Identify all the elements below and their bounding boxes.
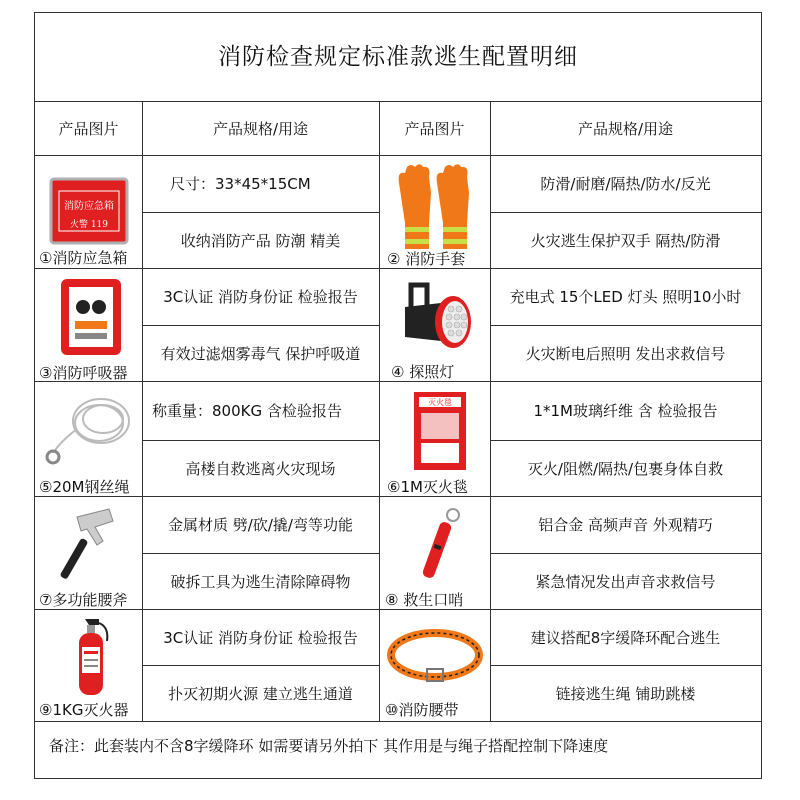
emergency-box-label: 消防应急箱: [64, 201, 114, 212]
respirator-image: [59, 277, 123, 361]
whistle-image: [415, 507, 465, 591]
rope-image: [41, 391, 133, 475]
caption-emergency-box: ①消防应急箱: [39, 249, 128, 267]
spec-emergency-box-1: 尺寸：33*45*15CM: [170, 175, 311, 193]
spec-axe-2: 破拆工具为逃生清除障碍物: [170, 572, 351, 591]
caption-safety-belt: ⑩消防腰带: [385, 701, 459, 719]
caption-gloves: ② 消防手套: [387, 250, 466, 268]
fire-blanket-label: 灭火毯: [428, 398, 452, 407]
caption-searchlight: ④ 探照灯: [391, 363, 455, 381]
gloves-image: [391, 163, 477, 255]
spec-extinguisher-1: 3C认证 消防身份证 检验报告: [163, 628, 358, 647]
spec-respirator-1: 3C认证 消防身份证 检验报告: [163, 288, 358, 306]
spec-gloves-1: 防滑/耐磨/隔热/防水/反光: [540, 175, 711, 193]
emergency-box-tel: 火警 119: [69, 220, 109, 230]
header-right-image: 产品图片: [404, 119, 465, 138]
footnote: 备注：此套装内不含8字缓降环 如需要请另外拍下 其作用是与绳子搭配控制下降速度: [49, 737, 609, 755]
caption-respirator: ③消防呼吸器: [39, 364, 128, 382]
caption-rope: ⑤20M钢丝绳: [39, 478, 130, 496]
spec-safety-belt-2: 链接逃生绳 铺助跳楼: [555, 684, 696, 703]
spec-extinguisher-2: 扑灭初期火源 建立逃生通道: [168, 684, 353, 703]
safety-belt-image: [387, 625, 483, 689]
header-left-image: 产品图片: [58, 119, 119, 138]
header-left-spec: 产品规格/用途: [212, 119, 309, 138]
spec-rope-2: 高楼自救逃离火灾现场: [185, 459, 336, 478]
caption-axe: ⑦多功能腰斧: [39, 591, 128, 609]
spec-whistle-1: 铝合金 高频声音 外观精巧: [538, 516, 713, 534]
spec-safety-belt-1: 建议搭配8字缓降环配合逃生: [530, 628, 721, 647]
header-right-spec: 产品规格/用途: [577, 119, 674, 138]
caption-fire-blanket: ⑥1M灭火毯: [387, 478, 468, 496]
extinguisher-image: [69, 617, 113, 703]
spec-axe-1: 金属材质 劈/砍/撬/弯等功能: [168, 516, 353, 534]
caption-whistle: ⑧ 救生口哨: [385, 591, 464, 609]
spec-fire-blanket-2: 灭火/阻燃/隔热/包裹身体自救: [527, 459, 724, 478]
spec-searchlight-2: 火灾断电后照明 发出求救信号: [525, 344, 726, 363]
spec-fire-blanket-1: 1*1M玻璃纤维 含 检验报告: [533, 402, 718, 420]
page-title: 消防检查规定标准款逃生配置明细: [35, 13, 761, 102]
fire-blanket-image: [413, 391, 467, 475]
searchlight-image: [397, 279, 477, 359]
spec-searchlight-1: 充电式 15个LED 灯头 照明10小时: [509, 288, 742, 306]
axe-image: [57, 507, 127, 587]
spec-gloves-2: 火灾逃生保护双手 隔热/防滑: [530, 231, 721, 250]
emergency-box-image: [49, 177, 129, 251]
spec-whistle-2: 紧急情况发出声音求救信号: [535, 572, 716, 591]
caption-extinguisher: ⑨1KG灭火器: [39, 701, 129, 719]
spec-respirator-2: 有效过滤烟雾毒气 保护呼吸道: [160, 344, 361, 363]
spec-rope-1: 称重量：800KG 含检验报告: [152, 402, 342, 420]
spec-emergency-box-2: 收纳消防产品 防潮 精美: [180, 231, 341, 250]
configuration-table: [34, 12, 762, 779]
